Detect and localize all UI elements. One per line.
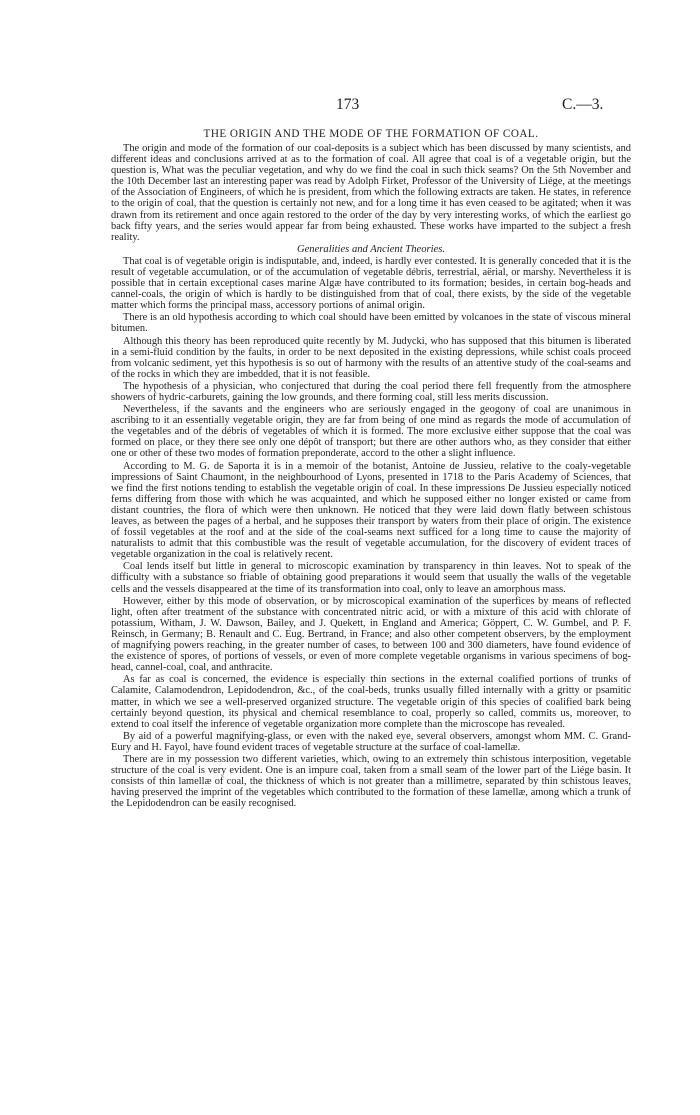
section-subheading: Generalities and Ancient Theories.: [296, 243, 446, 255]
page-header: [0, 96, 700, 114]
article-title: THE ORIGIN AND THE MODE OF THE FORMATION OF COAL.: [203, 128, 539, 140]
paragraph: That coal is of vegetable origin is indisputable, and, indeed, is hardly ever contested. It is generally conceded that it is the result of vegetable accumulation, or of the accumulation of vegetable débris, terrestrial, aërial, or marshy. Nevertheless it is possible that in certain exceptional cases marine Algæ have contributed to its formation; besides, in certain bog-heads and cannel-coals, the origin of which is hardly to be distinguished from that of coal, there exists, by the side of the vegetable matter which forms the principal mass, accessory portions of animal origin.: [111, 255, 631, 312]
paragraph: There are in my possession two different varieties, which, owing to an extremely thin schistous interposition, vegetable structure of the coal is very evident. One is an impure coal, taken from a small seam of the lower part of the Liége basin. It consists of thin lamellæ of coal, the thickness of which is not greater than a millimetre, separated by thin schistous leaves, having preserved the imprint of the vegetables which contributed to the formation of these lamellæ, among which a trunk of the Lepidodendron can be easily recognised.: [111, 753, 631, 810]
paragraph: There is an old hypothesis according to which coal should have been emitted by volcanoes in the state of viscous mineral bitumen.: [111, 312, 631, 335]
paragraph: By aid of a powerful magnifying-glass, or even with the naked eye, several observers, amongst whom MM. C. Grand-Eury and H. Fayol, have found evident traces of vegetable structure at the surface of coal-lamellæ.: [111, 730, 631, 753]
paragraph: However, either by this mode of observation, or by microscopical examination of the superfices by means of reflected light, often after treatment of the substance with concentrated nitric acid, or with a mixture of this acid with chlorate of potassium, Witham, J. W. Dawson, Bailey, and J. Quekett, in England and America; Göppert, C. W. Gumbel, and P. F. Reinsch, in Germany; B. Renault and C. Eug. Bertrand, in France; and also other competent observers, by the employment of magnifying powers reaching, in the greater number of cases, to between 100 and 300 diameters, have found evidence of the existence of spores, of portions of vessels, or even of more complete vegetable organisms in various specimens of bog-head, cannel-coal, coal, and anthracite.: [111, 595, 631, 674]
paragraph: According to M. G. de Saporta it is in a memoir of the botanist, Antoine de Jussieu, relative to the coaly-vegetable impressions of Saint Chaumont, in the neighbourhood of Lyons, presented in 1718 to the Paris Academy of Sciences, that we find the first notions tending to establish the vegetable origin of coal. In these impressions De Jussieu especially noticed ferns differing from those with which he was acquainted, and which he supposed either no longer existed or came from distant countries, the flora of which were then unknown. He noticed that they were laid down flatly between schistous leaves, as between the pages of a herbal, and he supposes their transport by waters from their place of origin. The existence of fossil vegetables at the roof and at the side of the coal-seams next sufficed for a long time to cause the majority of naturalists to admit that this combustible was the result of vegetable accumulation, for the discovery of evident traces of vegetable organization in the coal is relatively recent.: [111, 460, 631, 561]
paragraph: The hypothesis of a physician, who conjectured that during the coal period there fell frequently from the atmosphere showers of hydric-carburets, gaining the low grounds, and there forming coal, still less merits discussion.: [111, 380, 631, 403]
paragraph: As far as coal is concerned, the evidence is especially thin sections in the external coalified portions of trunks of Calamite, Calamodendron, Lepidodendron, &c., of the coal-beds, trunks usually filled internally with a gritty or psamitic matter, in which we see a well-preserved organized structure. The vegetable origin of this species of coalified bark being certainly beyond question, its physical and chemical resemblance to coal, properly so called, commits us, moreover, to extend to coal itself the inference of vegetable organization more complete than the microscope has revealed.: [111, 674, 631, 730]
page-number: 173: [336, 96, 360, 113]
document-reference: C.—3.: [562, 96, 604, 113]
intro-paragraph: The origin and mode of the formation of our coal-deposits is a subject which has been discussed by many scientists, and different ideas and conclusions arrived at as to the formation of coal. All agree that coal is of a vegetable origin, but the question is, What was the peculiar vegetation, and why do we find the coal in such thick seams? On the 5th November and the 10th December last an interesting paper was read by Adolph Firket, Professor of the University of Liége, at the meetings of the Association of Engineers, of which he is president, from which the following extracts are taken. He states, in reference to the origin of coal, that the question is certainly not new, and for a long time it has even ceased to be agitated; when it was drawn from its retirement and once again restored to the order of the day by very interesting works, of which the earliest go back fifty years, and the series would appear far from being exhausted. These works have imparted to the subject a fresh reality.: [111, 143, 631, 243]
paragraph: Nevertheless, if the savants and the engineers who are seriously engaged in the geogony of coal are unanimous in ascribing to it an essentially vegetable origin, they are far from being of one mind as regards the mode of accumulation of the vegetables and of the débris of vegetables of which it is formed. The more exclusive either suppose that the coal was formed on place, or they there see only one dépôt of transport; but there are other authors who, as they consider that either one or other of these two modes of formation preponderate, accord to the other a slight influence.: [111, 404, 631, 460]
paragraph: Coal lends itself but little in general to microscopic examination by transparency in thin leaves. Not to speak of the difficulty with a substance so friable of obtaining good preparations it would seem that usually the walls of the vegetable cells and the vessels disappeared at the time of its transformation into coal, only to leave an amorphous mass.: [111, 561, 631, 595]
paragraph: Although this theory has been reproduced quite recently by M. Judycki, who has supposed that this bitumen is liberated in a semi-fluid condition by the faults, in order to be next deposited in the existing depressions, while schist coals proceed from volcanic sediment, yet this hypothesis is so out of harmony with the results of an attentive study of the coal-seams and of the rocks in which they are imbedded, that it is not feasible.: [111, 335, 631, 380]
article-body: [111, 128, 631, 809]
